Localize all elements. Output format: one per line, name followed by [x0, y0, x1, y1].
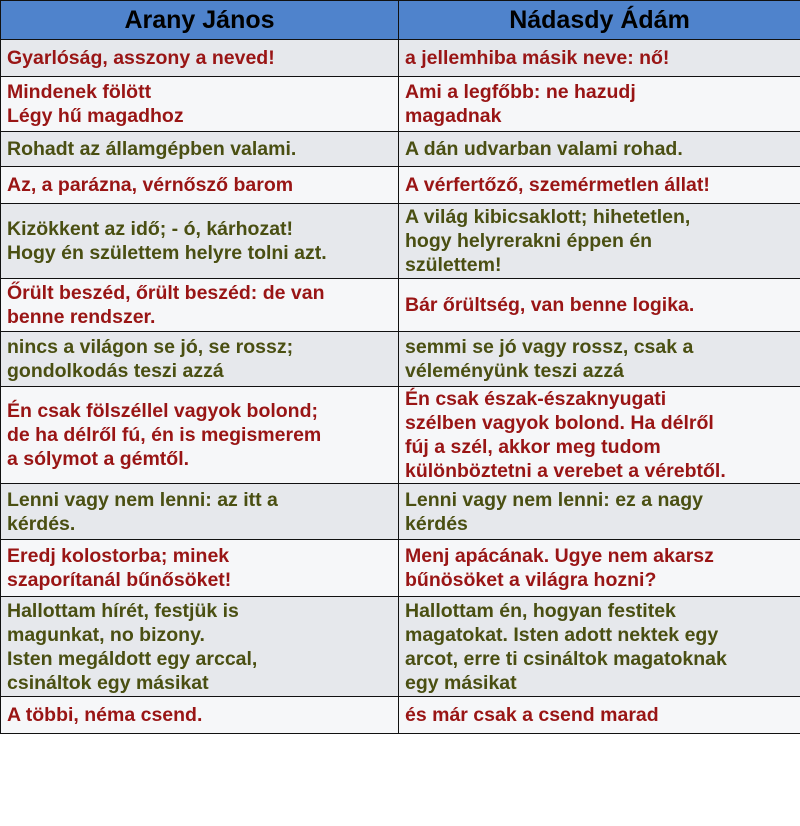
table-row	[1, 697, 800, 734]
table-row	[1, 77, 800, 132]
arany-quote-cell: A többi, néma csend.	[1, 697, 399, 734]
nadasdy-quote-cell: A dán udvarban valami rohad.	[399, 132, 800, 167]
arany-quote-cell: Eredj kolostorba; minek szaporítanál bűnősöket!	[1, 540, 399, 597]
nadasdy-quote-cell: Lenni vagy nem lenni: ez a nagy kérdés	[399, 484, 800, 540]
arany-quote-cell: Az, a parázna, vérnősző barom	[1, 167, 399, 204]
nadasdy-quote-cell: a jellemhiba másik neve: nő!	[399, 40, 800, 77]
table-row	[1, 132, 800, 167]
table-row	[1, 40, 800, 77]
column-header-nadasdy: Nádasdy Ádám	[399, 1, 800, 40]
column-header-arany: Arany János	[1, 1, 399, 40]
table-row	[1, 332, 800, 387]
table-row	[1, 484, 800, 540]
nadasdy-quote-cell: A világ kibicsaklott; hihetetlen, hogy helyrerakni éppen én születtem!	[399, 204, 800, 279]
arany-quote-cell: nincs a világon se jó, se rossz; gondolkodás teszi azzá	[1, 332, 399, 387]
table-row	[1, 279, 800, 332]
nadasdy-quote-cell: Én csak észak-északnyugati szélben vagyok bolond. Ha délről fúj a szél, akkor meg tudom különböztetni a verebet a vérebtől.	[399, 387, 800, 484]
nadasdy-quote-cell: semmi se jó vagy rossz, csak a véleményünk teszi azzá	[399, 332, 800, 387]
arany-quote-cell: Hallottam hírét, festjük is magunkat, no bizony. Isten megáldott egy arccal, csináltok egy másikat	[1, 597, 399, 697]
nadasdy-quote-cell: és már csak a csend marad	[399, 697, 800, 734]
arany-quote-cell: Rohadt az államgépben valami.	[1, 132, 399, 167]
nadasdy-quote-cell: Bár őrültség, van benne logika.	[399, 279, 800, 332]
arany-quote-cell: Mindenek fölött Légy hű magadhoz	[1, 77, 399, 132]
nadasdy-quote-cell: A vérfertőző, szemérmetlen állat!	[399, 167, 800, 204]
arany-quote-cell: Én csak fölszéllel vagyok bolond; de ha délről fú, én is megismerem a sólymot a gémtől.	[1, 387, 399, 484]
header-row	[1, 1, 800, 40]
arany-quote-cell: Lenni vagy nem lenni: az itt a kérdés.	[1, 484, 399, 540]
table-row	[1, 204, 800, 279]
arany-quote-cell: Őrült beszéd, őrült beszéd: de van benne rendszer.	[1, 279, 399, 332]
nadasdy-quote-cell: Menj apácának. Ugye nem akarsz bűnösöket a világra hozni?	[399, 540, 800, 597]
nadasdy-quote-cell: Ami a legfőbb: ne hazudj magadnak	[399, 77, 800, 132]
arany-quote-cell: Gyarlóság, asszony a neved!	[1, 40, 399, 77]
table-row	[1, 540, 800, 597]
table-row	[1, 597, 800, 697]
nadasdy-quote-cell: Hallottam én, hogyan festitek magatokat. Isten adott nektek egy arcot, erre ti csináltok magatoknak egy másikat	[399, 597, 800, 697]
table-row	[1, 387, 800, 484]
arany-quote-cell: Kizökkent az idő; - ó, kárhozat! Hogy én születtem helyre tolni azt.	[1, 204, 399, 279]
table-row	[1, 167, 800, 204]
